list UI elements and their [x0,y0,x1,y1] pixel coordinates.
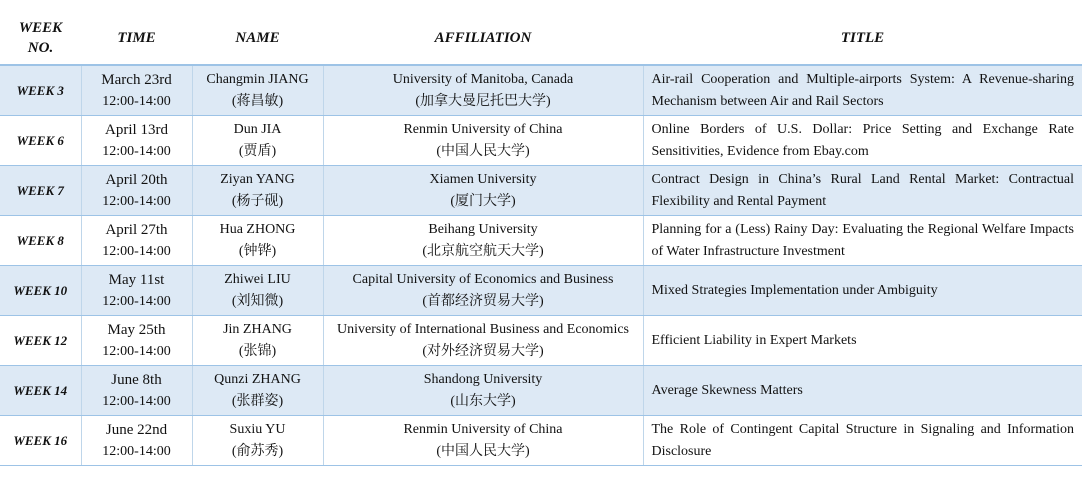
table-row [0,366,1082,416]
table-row [0,166,1082,216]
affiliation-name: University of International Business and Economics [337,321,629,337]
affiliation-cell [323,216,643,266]
affiliation-name-chinese: (北京航空航天大学) [422,243,544,259]
paper-title: Online Borders of U.S. Dollar: Price Setting and Exchange Rate Sensitivities, Evidence from Ebay.com [651,121,1074,159]
name-cell [192,366,323,416]
name-cell [192,266,323,316]
date-label: April 27th [105,221,168,238]
affiliation-name-chinese: (对外经济贸易大学) [422,343,544,359]
speaker-name-chinese: (钟铧) [238,243,277,259]
title-cell [643,65,1082,116]
speaker-name-chinese: (张锦) [238,343,277,359]
table-row [0,316,1082,366]
time-cell [81,366,192,416]
title-cell [643,266,1082,316]
date-label: June 8th [111,371,162,388]
title-cell [643,366,1082,416]
time-cell [81,166,192,216]
affiliation-cell [323,316,643,366]
paper-title: Mixed Strategies Implementation under Ambiguity [651,282,938,298]
name-cell [192,316,323,366]
speaker-name-chinese: (刘知微) [231,293,284,309]
affiliation-name: Renmin University of China [403,421,563,437]
time-label: 12:00-14:00 [102,93,171,109]
header-row [0,12,1082,65]
affiliation-cell [323,116,643,166]
name-cell [192,166,323,216]
time-cell [81,216,192,266]
title-cell [643,416,1082,466]
time-label: 12:00-14:00 [102,193,171,209]
time-label: 12:00-14:00 [102,393,171,409]
time-label: 12:00-14:00 [102,143,171,159]
speaker-name-chinese: (张群姿) [231,393,284,409]
date-label: May 25th [107,321,166,338]
header-affiliation-label: AFFILIATION [434,30,532,46]
week-label: WEEK 8 [16,232,64,248]
speaker-name: Zhiwei LIU [224,271,291,287]
time-cell [81,416,192,466]
affiliation-name-chinese: (山东大学) [450,393,516,409]
week-cell [0,266,81,316]
paper-title: Contract Design in China’s Rural Land Rental Market: Contractual Flexibility and Rental Payment [651,171,1074,209]
speaker-name: Suxiu YU [229,421,286,437]
speaker-name: Qunzi ZHANG [214,371,301,387]
affiliation-cell [323,65,643,116]
speaker-name-chinese: (杨子砚) [231,193,284,209]
affiliation-name: Shandong University [423,371,543,387]
header-week-label: WEEK NO. [18,20,63,56]
week-label: WEEK 6 [16,132,64,148]
affiliation-cell [323,366,643,416]
week-cell [0,216,81,266]
title-cell [643,316,1082,366]
header-title-label: TITLE [840,30,885,46]
time-cell [81,116,192,166]
date-label: April 13rd [105,121,168,138]
week-label: WEEK 14 [13,382,68,398]
title-cell [643,216,1082,266]
header-name-label: NAME [235,30,280,46]
week-cell [0,366,81,416]
week-label: WEEK 16 [13,432,68,448]
affiliation-name-chinese: (中国人民大学) [436,143,530,159]
name-cell [192,65,323,116]
name-cell [192,216,323,266]
date-label: April 20th [105,171,168,188]
header-affiliation [323,12,643,65]
table-row [0,116,1082,166]
affiliation-name: Renmin University of China [403,121,563,137]
table-row [0,216,1082,266]
paper-title: Efficient Liability in Expert Markets [651,332,857,348]
table-row [0,266,1082,316]
affiliation-name-chinese: (中国人民大学) [436,443,530,459]
date-label: May 11st [108,271,165,288]
time-label: 12:00-14:00 [102,443,171,459]
table-row [0,65,1082,116]
title-cell [643,166,1082,216]
time-label: 12:00-14:00 [102,343,171,359]
header-time-label: TIME [117,30,156,46]
affiliation-cell [323,166,643,216]
affiliation-name: Capital University of Economics and Business [352,271,614,287]
date-label: June 22nd [105,421,168,438]
affiliation-name: Beihang University [428,221,538,237]
week-cell [0,65,81,116]
week-label: WEEK 7 [16,182,64,198]
table-row [0,416,1082,466]
week-cell [0,316,81,366]
week-label: WEEK 3 [16,82,64,98]
paper-title: Average Skewness Matters [651,382,803,398]
time-cell [81,316,192,366]
name-cell [192,116,323,166]
time-cell [81,65,192,116]
week-label: WEEK 10 [13,282,68,298]
date-label: March 23rd [101,71,172,88]
week-cell [0,416,81,466]
affiliation-name-chinese: (厦门大学) [450,193,516,209]
paper-title: Planning for a (Less) Rainy Day: Evaluating the Regional Welfare Impacts of Water Infrastructure Investment [651,221,1074,259]
affiliation-name: Xiamen University [429,171,537,187]
header-name [192,12,323,65]
time-label: 12:00-14:00 [102,243,171,259]
speaker-name: Changmin JIANG [206,71,309,87]
affiliation-name-chinese: (加拿大曼尼托巴大学) [415,93,551,109]
week-cell [0,116,81,166]
week-label: WEEK 12 [13,332,68,348]
name-cell [192,416,323,466]
affiliation-cell [323,266,643,316]
speaker-name-chinese: (蒋昌敏) [231,93,284,109]
week-cell [0,166,81,216]
speaker-name: Jin ZHANG [223,321,292,337]
speaker-name-chinese: (贾盾) [238,143,277,159]
speaker-name: Dun JIA [233,121,282,137]
seminar-schedule-table [0,12,1082,466]
affiliation-cell [323,416,643,466]
header-time [81,12,192,65]
header-title [643,12,1082,65]
time-cell [81,266,192,316]
affiliation-name: University of Manitoba, Canada [392,71,574,87]
header-week [0,12,81,65]
speaker-name: Ziyan YANG [220,171,295,187]
paper-title: Air-rail Cooperation and Multiple-airports System: A Revenue-sharing Mechanism between Air and Rail Sectors [651,71,1074,109]
title-cell [643,116,1082,166]
time-label: 12:00-14:00 [102,293,171,309]
paper-title: The Role of Contingent Capital Structure in Signaling and Information Disclosure [651,421,1074,459]
speaker-name: Hua ZHONG [219,221,296,237]
speaker-name-chinese: (俞苏秀) [231,443,284,459]
affiliation-name-chinese: (首都经济贸易大学) [422,293,544,309]
